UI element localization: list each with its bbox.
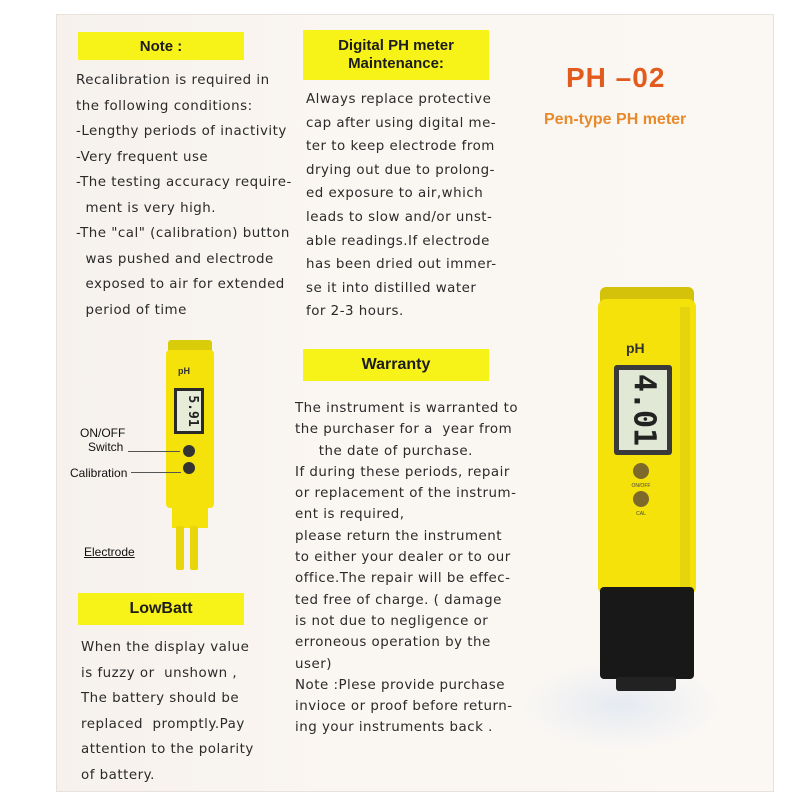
note-line: ment is very high. <box>76 200 217 216</box>
note-body <box>76 68 292 323</box>
maintenance-header <box>303 30 489 80</box>
maintenance-header-line2: Maintenance: <box>348 55 444 72</box>
note-line: -Very frequent use <box>76 149 209 165</box>
lowbatt-line: replaced promptly.Pay <box>81 716 245 732</box>
maintenance-line: cap after using digital me- <box>306 115 497 131</box>
maintenance-line: ed exposure to air,which <box>306 186 484 202</box>
onoff-switch-label <box>80 426 125 454</box>
warranty-line: invioce or proof before return- <box>295 699 513 715</box>
warranty-line: the purchaser for a year from <box>295 422 513 438</box>
note-line: -The "cal" (calibration) button <box>76 226 290 241</box>
large-meter-onoff-text: ON/OFF <box>631 483 651 489</box>
warranty-header <box>303 349 489 381</box>
large-meter-cal-button <box>633 491 649 507</box>
maintenance-line: leads to slow and/or unst- <box>306 209 493 225</box>
onoff-label-line2: Switch <box>88 440 124 454</box>
warranty-body <box>295 398 518 739</box>
warranty-line: The instrument is warranted to <box>295 401 519 416</box>
lowbatt-header-text: LowBatt <box>129 600 193 617</box>
small-meter-neck <box>172 506 208 528</box>
note-line: Recalibration is required in <box>76 73 270 88</box>
small-meter-onoff-button <box>183 445 195 457</box>
small-meter-reading: 5.91 <box>185 395 200 427</box>
lowbatt-body <box>81 635 254 788</box>
note-line: exposed to air for extended <box>76 277 285 292</box>
small-meter-electrode-left <box>176 526 184 570</box>
large-meter-bottom <box>616 677 676 691</box>
lowbatt-line: is fuzzy or unshown , <box>81 665 238 681</box>
maintenance-line: Always replace protective <box>306 92 492 107</box>
warranty-line: user) <box>295 656 332 672</box>
lowbatt-line: attention to the polarity <box>81 742 254 757</box>
onoff-label-line1: ON/OFF <box>80 426 126 440</box>
warranty-line: ent is required, <box>295 507 405 523</box>
note-line: -Lengthy periods of inactivity <box>76 124 287 139</box>
small-meter-ph-label: pH <box>178 366 190 376</box>
note-line: -The testing accuracy requirе- <box>76 175 292 190</box>
maintenance-line: able readings.If electrode <box>306 233 490 249</box>
warranty-line: ing your instruments back . <box>295 720 493 736</box>
warranty-line: office.The repair will be effec- <box>295 571 511 587</box>
warranty-line: ted free of charge. ( damage <box>295 592 502 608</box>
calibration-label: Calibration <box>70 466 128 480</box>
maintenance-line: ter to keep electrode from <box>306 139 495 155</box>
large-meter-reading: 4.01 <box>626 373 662 447</box>
lowbatt-line: of battery. <box>81 767 155 783</box>
small-meter-diagram <box>160 340 220 575</box>
maintenance-line: has been dried out immer- <box>306 257 497 273</box>
large-meter-onoff-button <box>633 463 649 479</box>
maintenance-line: drying out due to prolong- <box>306 162 495 178</box>
warranty-line: Note :Plese provide purchase <box>295 677 505 693</box>
onoff-leader-line <box>128 451 180 452</box>
large-meter-image <box>596 287 706 707</box>
note-line: the following conditions: <box>76 98 253 114</box>
note-line: period of time <box>76 302 187 318</box>
warranty-line: to either your dealer or to our <box>295 550 511 566</box>
lowbatt-header <box>78 593 244 625</box>
large-meter-edge-shade <box>680 307 690 587</box>
lowbatt-line: The battery should be <box>81 691 240 706</box>
maintenance-body <box>306 88 497 324</box>
electrode-label: Electrode <box>84 545 135 559</box>
large-meter-ph-label: pH <box>626 340 645 356</box>
note-header-text: Note : <box>139 37 183 55</box>
maintenance-line: for 2-3 hours. <box>306 304 404 320</box>
warranty-line: is not due to negligence or <box>295 613 489 629</box>
note-line: was pushed and electrode <box>76 251 274 267</box>
large-meter-battery-cover <box>600 587 694 679</box>
warranty-line: erroneous operation by the <box>295 635 491 651</box>
small-meter-cal-button <box>183 462 195 474</box>
note-header <box>78 32 244 60</box>
large-meter-cal-text: CAL <box>636 511 646 517</box>
warranty-line: or replacement of the instrum- <box>295 486 517 502</box>
maintenance-line: se it into distilled water <box>306 280 477 296</box>
small-meter-electrode-right <box>190 526 198 570</box>
lowbatt-line: When the display value <box>81 640 250 655</box>
warranty-line: please return the instrument <box>295 528 503 544</box>
warranty-line: the date of purchase. <box>295 443 473 459</box>
product-subtitle: Pen-type PH meter <box>544 111 687 128</box>
product-title: PH –02 <box>566 62 666 93</box>
warranty-line: If during these periods, repair <box>295 464 510 480</box>
calibration-leader-line <box>131 472 181 473</box>
warranty-header-text: Warranty <box>361 356 431 373</box>
maintenance-header-line1: Digital PH meter <box>338 37 454 54</box>
